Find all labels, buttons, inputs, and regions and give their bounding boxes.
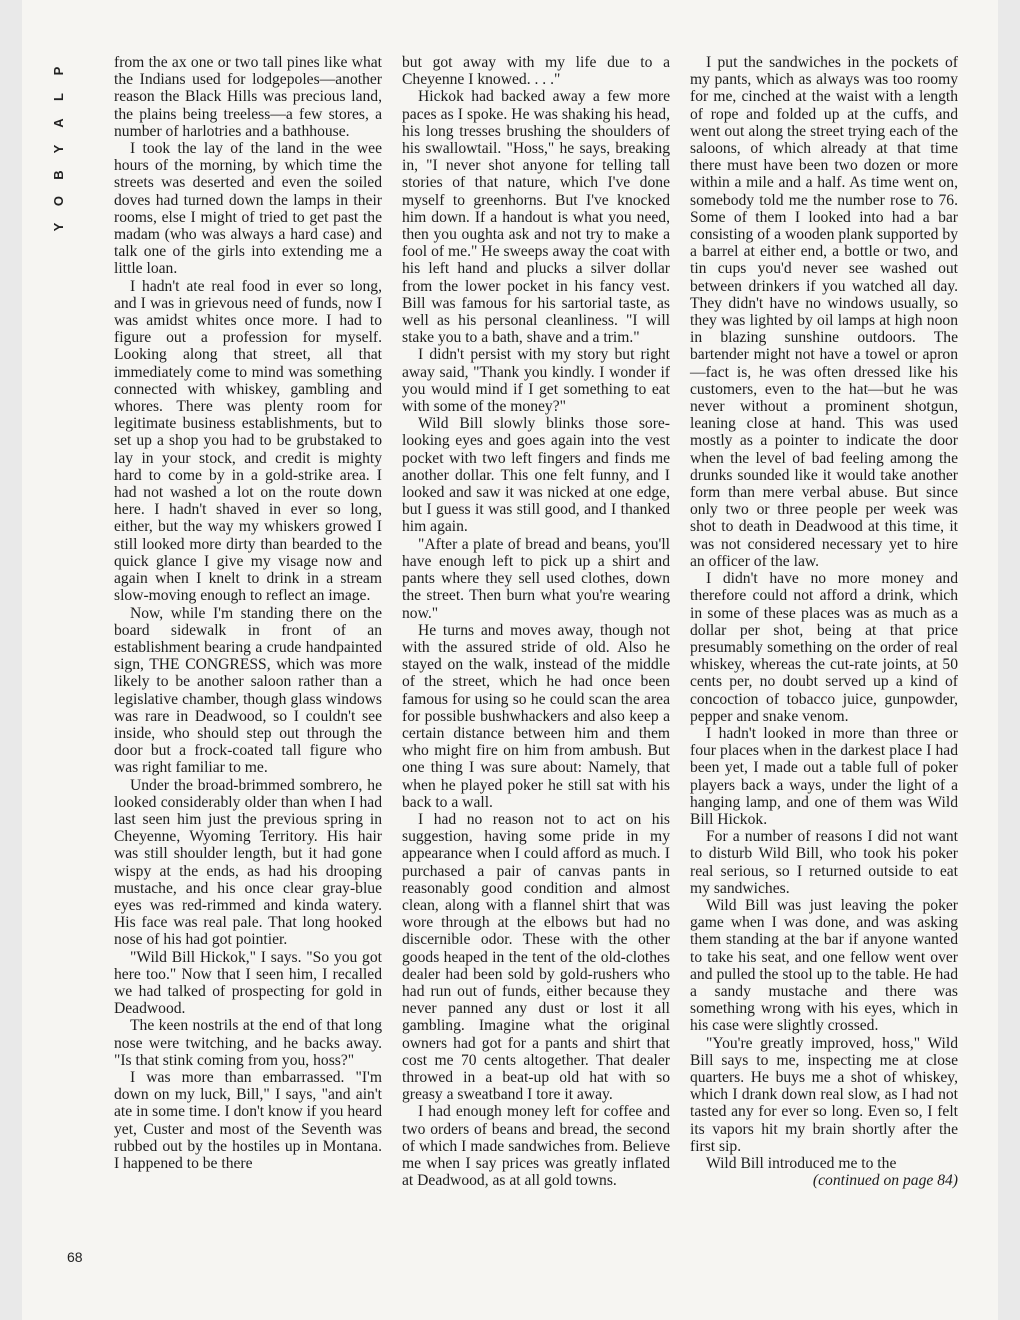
paragraph: Under the broad-brimmed sombrero, he looked considerably older than when I had last seen him just the previous spring in Cheyenne, Wyoming Territory. His hair was still shoulder length, but it had gone wispy at the ends, as had his drooping mustache, and his once clear gray-blue eyes was red-rimmed and kinda watery. His face was real pale. That long hooked nose of his had got pointier. bbox=[114, 776, 382, 949]
paragraph: I hadn't ate real food in ever so long, and I was in grievous need of funds, now I was amidst whites once more. I had to figure out a profession for myself. Looking along that street, all that immediately come to mind was something connected with whiskey, gambling and whores. There was plenty room for legitimate business establishments, but to set up a shop you had to be grubstaked to lay in your stock, and credit is mighty hard to come by in a gold-strike area. I had not washed a lot on the route down here. I hadn't shaved in ever so long, either, but the way my whiskers growed I still looked more dirty than bearded to the quick glance I give my visage now and again when I knelt to drink in a stream slow-moving enough to reflect an image. bbox=[114, 277, 382, 605]
paragraph: "After a plate of bread and beans, you'll have enough left to pick up a shirt and pants where they sell used clothes, down the street. Then burn what you're wearing now." bbox=[402, 535, 670, 622]
text-column-3 bbox=[690, 54, 958, 1189]
masthead-letter: Y bbox=[51, 144, 66, 154]
paragraph: from the ax one or two tall pines like what the Indians used for lodgepoles—another reason the Black Hills was precious land, the plains being treeless—a few stores, a number of harlotries and a bathhouse. bbox=[114, 54, 382, 140]
page-number: 68 bbox=[67, 1249, 83, 1265]
paragraph: I had enough money left for coffee and two orders of beans and bread, the second of which I made sandwiches from. Believe me when I say prices was greatly inflated at Deadwood, as at all gold towns. bbox=[402, 1103, 670, 1190]
paragraph: The keen nostrils at the end of that long nose were twitching, and he backs away. "Is that stink coming from you, hoss?" bbox=[114, 1017, 382, 1069]
paragraph: I didn't have no more money and therefore could not afford a drink, which in some of these places was as much as a dollar per shot, being at that price presumably something on the order of real whiskey, whereas the cut-rate joints, at 50 cents per, no doubt served up a kind of concoction of tobacco juice, gunpowder, pepper and snake venom. bbox=[690, 570, 958, 725]
paragraph: Now, while I'm standing there on the board sidewalk in front of an establishment bearing a crude handpainted sign, THE CONGRESS, which was more likely to be another saloon rather than a legislative chamber, though glass windows was rare in Deadwood, so I couldn't see inside, who should step out through the door but a frock-coated tall figure who was right familiar to me. bbox=[114, 604, 382, 777]
paragraph: He turns and moves away, though not with the assured stride of old. Also he stayed on the walk, instead of the middle of the street, which he had once been famous for using so he could scan the area for possible bushwhackers and also keep a certain distance between him and them who might fire on him from ambush. But one thing I was sure about: Namely, that when he played poker he still sat with his back to a wall. bbox=[402, 621, 670, 811]
paragraph: Wild Bill introduced me to the bbox=[706, 1155, 897, 1172]
text-column-2 bbox=[402, 54, 670, 1189]
paragraph: "Wild Bill Hickok," I says. "So you got here too." Now that I seen him, I recalled we had talked of prospecting for gold in Deadwood. bbox=[114, 948, 382, 1018]
masthead-letter: A bbox=[51, 118, 66, 128]
paragraph: Wild Bill slowly blinks those sore-looking eyes and goes again into the vest pocket with two left fingers and finds me another dollar. This one felt funny, and I looked and saw it was nicked at one edge, but I guess it was still good, and I thanked him again. bbox=[402, 415, 670, 536]
masthead-letter: P bbox=[51, 66, 66, 76]
masthead-letter: Y bbox=[51, 222, 66, 232]
masthead-letter: B bbox=[51, 170, 66, 180]
paragraph: I had no reason not to act on his suggestion, having some pride in my appearance when I could afford as much. I purchased a pair of canvas pants in reasonably good condition and almost clean, along with a flannel shirt that was wore through at the elbows but had no discernible odor. These with the other goods heaped in the tent of the old-clothes dealer had been sold by gold-rushers who had run out of funds, either because they never panned any dust or lost it all gambling. Imagine what the original owners had got for a pants and shirt that cost me 70 cents altogether. That dealer throwed in a beat-up old hat with so greasy a sweatband I tore it away. bbox=[402, 810, 670, 1104]
paragraph: Hickok had backed away a few more paces as I spoke. He was shaking his head, his long tresses brushing the shoulders of his swallowtail. "Hoss," he says, breaking in, "I never shot anyone for telling tall stories of that nature, which I've done myself to greenhorns. But I've knocked him down. If a handout is what you need, then you oughta ask and not try to make a fool of me." He sweeps away the coat with his left hand and plucks a silver dollar from the lower pocket in his fancy vest. Bill was famous for his sartorial taste, as well as his personal cleanliness. "I will stake you to a bath, shave and a trim." bbox=[402, 88, 670, 347]
paragraph: "You're greatly improved, hoss," Wild Bill says to me, inspecting me at close quarters. He buys me a shot of whiskey, which I drank down real slow, as I had not tasted any for ever so long. Even so, I felt its vapors hit my brain shortly after the first sip. bbox=[690, 1034, 958, 1155]
text-column-1 bbox=[114, 54, 382, 1172]
paragraph: I was more than embarrassed. "I'm down on my luck, Bill," I says, "and ain't ate in some time. I don't know if you heard yet, Custer and most of the Seventh was rubbed out by the hostiles up in Montana. I happened to be there bbox=[114, 1068, 382, 1172]
paragraph: For a number of reasons I did not want to disturb Wild Bill, who took his poker real serious, so I returned outside to eat my sandwiches. bbox=[690, 828, 958, 897]
playboy-masthead bbox=[51, 58, 75, 240]
paragraph: I hadn't looked in more than three or four places when in the darkest place I had been yet, I made out a table full of poker players back a ways, under the light of a hanging lamp, and one of them was Wild Bill Hickok. bbox=[690, 724, 958, 828]
masthead-letter: L bbox=[51, 93, 66, 101]
paragraph: but got away with my life due to a Cheyenne I knowed. . . ." bbox=[402, 54, 670, 89]
masthead-letter: O bbox=[51, 195, 66, 207]
paragraph: I took the lay of the land in the wee hours of the morning, by which time the streets was deserted and even the soiled doves had turned down the lamps in their rooms, else I might of tried to get past the madam (who was always a hard case) and talk one of the girls into extending me a little loan. bbox=[114, 140, 382, 278]
paragraph: I didn't persist with my story but right away said, "Thank you kindly. I wonder if you would mind if I get something to eat with some of the money?" bbox=[402, 346, 670, 416]
paragraph: Wild Bill was just leaving the poker game when I was done, and was asking them standing at the bar if anyone wanted to take his seat, and one fellow went over and pulled the stool up to the table. He had a sandy mustache and there was something wrong with his eyes, which in his case were slightly crossed. bbox=[690, 896, 958, 1035]
continued-note: (continued on page 84) bbox=[812, 1172, 958, 1190]
magazine-page bbox=[22, 0, 998, 1320]
paragraph: I put the sandwiches in the pockets of my pants, which as always was too roomy for me, cinched at the waist with a length of rope and folded up at the cuffs, and went out along the street trying each of the saloons, of which already at that time there must have been two dozen or more within a mile and a half. As time went on, somebody told me the number rose to 76. Some of them I looked into had a bar consisting of a wooden plank supported by a barrel at either end, a bottle or two, and tin cups you'd never see washed out between drinkers if you watched all day. They didn't have no windows usually, so they was lighted by oil lamps at high noon in blazing sunshine outdoors. The bartender might not have a towel or apron—fact is, he was often dressed like his customers, even to the hat—but he was never without a prominent shotgun, leaning close at hand. This was used mostly as a pointer to indicate the door when the level of bad feeling among the drunks sounded like it would take another form than mere verbal abuse. But since only two or three people per week was shot to death in Deadwood at this time, it was not considered necessary yet to hire an officer of the law. bbox=[690, 54, 958, 570]
